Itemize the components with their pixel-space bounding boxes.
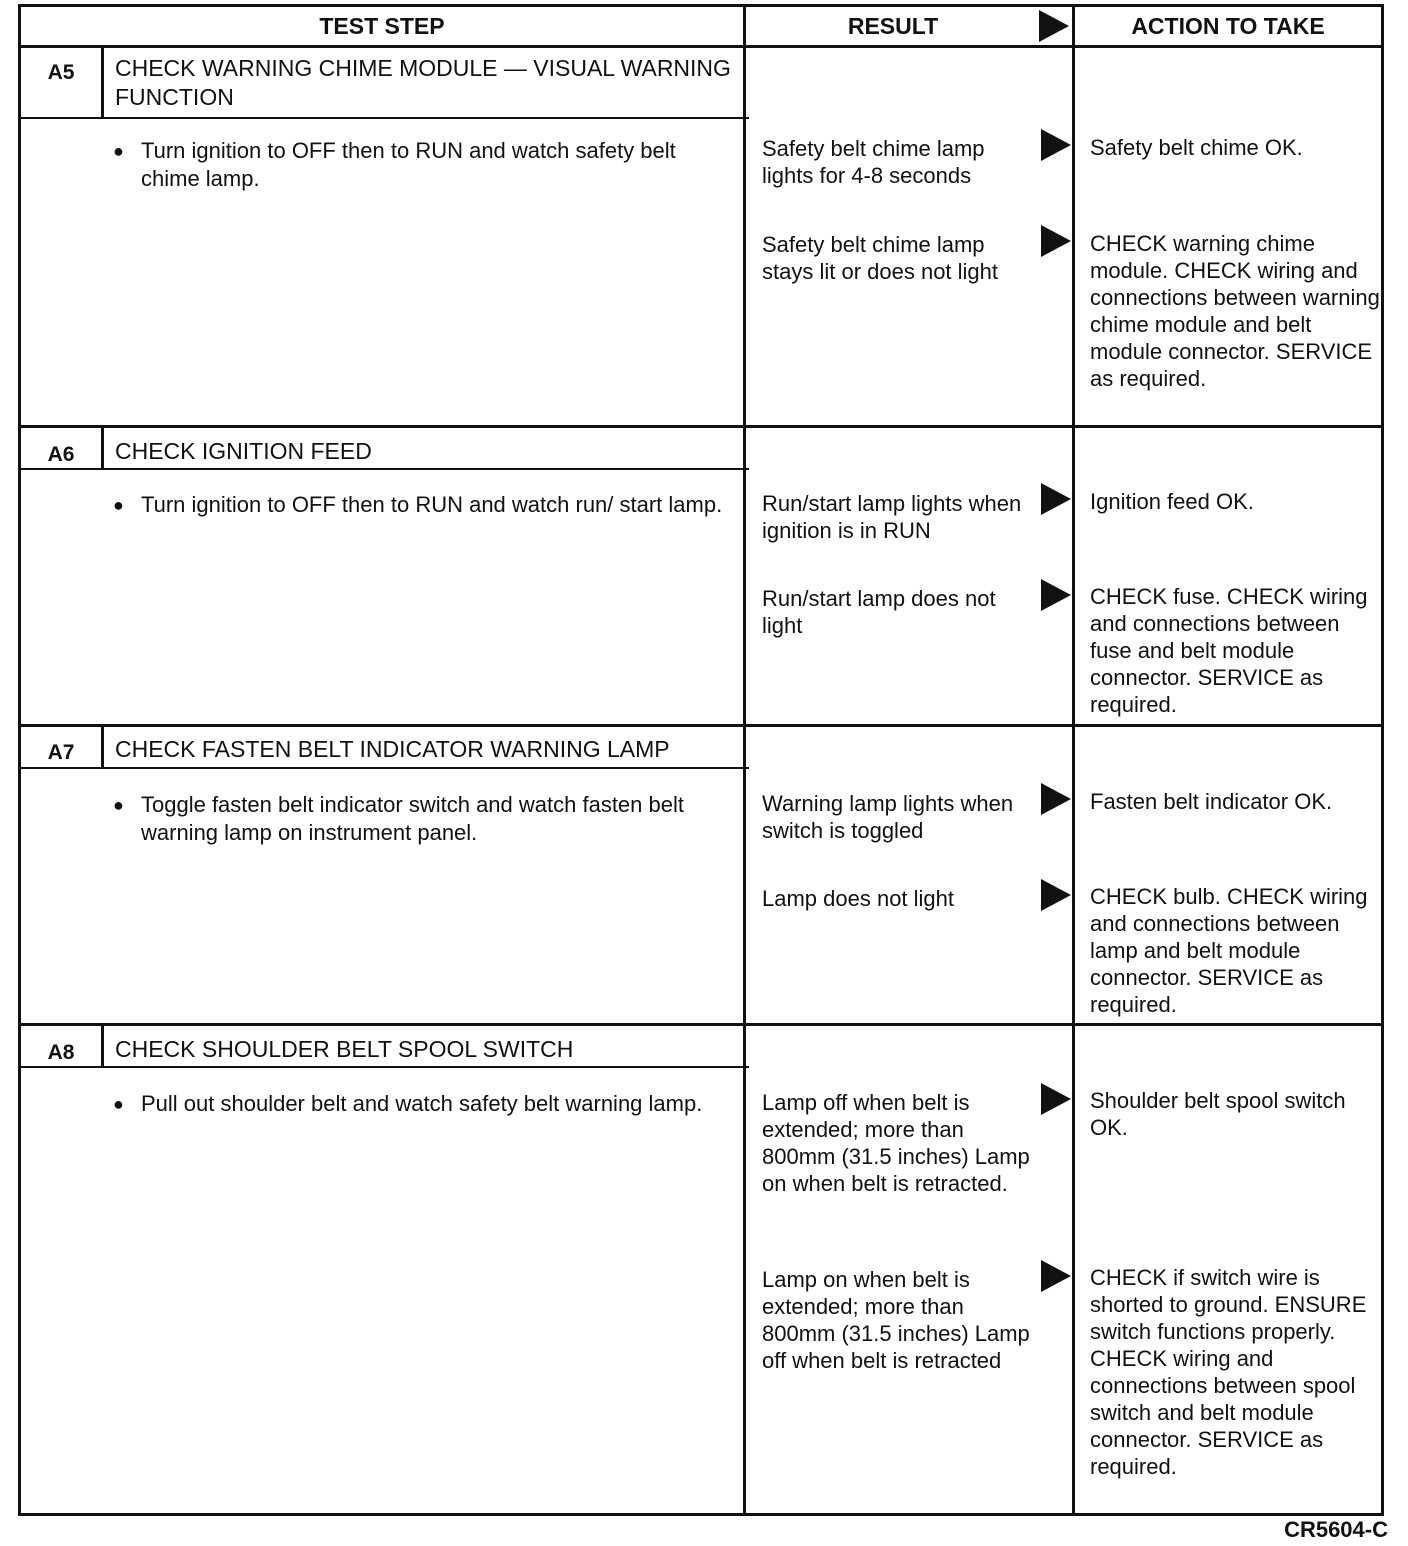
arrow-icon <box>1041 225 1071 257</box>
arrow-icon <box>1041 879 1071 911</box>
step-instruction: ● Turn ignition to OFF then to RUN and watch run/ start lamp. <box>113 491 738 519</box>
result-text: Warning lamp lights when switch is toggled <box>762 791 1014 843</box>
id-divider <box>21 767 741 769</box>
arrow-icon <box>1041 579 1071 611</box>
step-instruction: ● Pull out shoulder belt and watch safety belt warning lamp. <box>113 1090 738 1118</box>
header-action: ACTION TO TAKE <box>1131 13 1325 39</box>
result-text: Run/start lamp does not light <box>762 586 996 638</box>
action-text: Ignition feed OK. <box>1090 489 1254 514</box>
step-id: A8 <box>47 1041 75 1064</box>
result-text: Safety belt chime lamp lights for 4-8 seconds <box>762 136 985 188</box>
arrow-icon <box>1041 1260 1071 1292</box>
id-divider <box>21 117 741 119</box>
step-title: CHECK SHOULDER BELT SPOOL SWITCH <box>115 1036 574 1062</box>
result-text: Safety belt chime lamp stays lit or does not light <box>762 232 999 284</box>
action-text: CHECK fuse. CHECK wiring and connections between fuse and belt module connector. SERVICE as required. <box>1090 584 1368 717</box>
arrow-icon <box>1041 483 1071 515</box>
result-text: Lamp off when belt is extended; more than 800mm (31.5 inches) Lamp on when belt is retracted. <box>762 1090 1030 1196</box>
result-text: Lamp does not light <box>762 886 955 911</box>
column-divider-action <box>1072 7 1075 1513</box>
header-arrow-icon <box>1039 10 1069 42</box>
header-result: RESULT <box>847 13 939 39</box>
step-id: A7 <box>47 741 75 764</box>
step-id: A6 <box>47 443 75 466</box>
step-title: CHECK WARNING CHIME MODULE — VISUAL WARNING FUNCTION <box>115 55 731 110</box>
arrow-icon <box>1041 129 1071 161</box>
step-id: A5 <box>47 61 75 84</box>
action-text: CHECK warning chime module. CHECK wiring and connections between warning chime module and belt module connector. SERVICE as required. <box>1090 231 1380 391</box>
action-text: Fasten belt indicator OK. <box>1090 789 1333 814</box>
step-title: CHECK FASTEN BELT INDICATOR WARNING LAMP <box>115 736 670 762</box>
step-instruction: ● Toggle fasten belt indicator switch and watch fasten belt warning lamp on instrument panel. <box>113 791 738 847</box>
action-text: CHECK bulb. CHECK wiring and connections between lamp and belt module connector. SERVICE as required. <box>1090 884 1368 1017</box>
action-text: CHECK if switch wire is shorted to ground. ENSURE switch functions properly. CHECK wiring and connections between spool switch and belt module connector. SERVICE as required. <box>1090 1265 1367 1479</box>
step-title: CHECK IGNITION FEED <box>115 438 372 464</box>
header-test-step: TEST STEP <box>319 13 445 39</box>
action-text: Safety belt chime OK. <box>1090 135 1303 160</box>
action-text: Shoulder belt spool switch OK. <box>1090 1088 1346 1140</box>
arrow-icon <box>1041 783 1071 815</box>
id-divider <box>21 1066 741 1068</box>
result-text: Lamp on when belt is extended; more than 800mm (31.5 inches) Lamp off when belt is retracted <box>762 1267 1030 1373</box>
step-instruction: ● Turn ignition to OFF then to RUN and watch safety belt chime lamp. <box>113 137 738 193</box>
id-divider <box>21 468 741 470</box>
diagnostic-table <box>18 4 1384 1516</box>
result-text: Run/start lamp lights when ignition is in RUN <box>762 491 1022 543</box>
figure-code: CR5604-C <box>1284 1517 1388 1542</box>
arrow-icon <box>1041 1083 1071 1115</box>
